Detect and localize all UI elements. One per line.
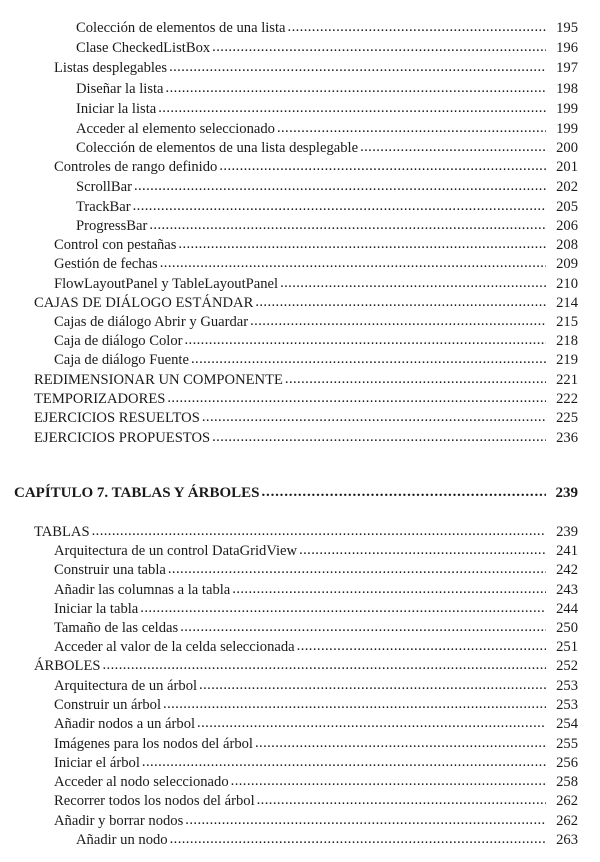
dot-leader xyxy=(257,790,546,810)
toc-entry xyxy=(54,772,578,792)
toc-entry xyxy=(54,599,578,619)
dot-leader xyxy=(158,98,546,118)
toc-entry-title: Colección de elementos de una lista xyxy=(76,20,286,36)
toc-entry xyxy=(54,811,578,831)
toc-entry-page: 200 xyxy=(556,140,578,156)
chapter-heading xyxy=(14,482,578,504)
toc-entry-title: REDIMENSIONAR UN COMPONENTE xyxy=(34,372,283,388)
toc-entry xyxy=(54,274,578,294)
toc-entry xyxy=(54,560,578,580)
dot-leader xyxy=(199,675,546,695)
toc-entry-title: EJERCICIOS RESUELTOS xyxy=(34,410,200,426)
toc-entry-page: 210 xyxy=(556,276,578,292)
dot-leader xyxy=(202,407,546,427)
toc-entry-title: TABLAS xyxy=(34,524,90,540)
toc-entry-page: 205 xyxy=(556,199,578,215)
toc-entry-page: 243 xyxy=(556,582,578,598)
toc-entry xyxy=(76,138,578,158)
toc-entry xyxy=(76,18,578,38)
toc-entry xyxy=(54,695,578,715)
toc-entry-page: 262 xyxy=(556,793,578,809)
toc-entry-page: 256 xyxy=(556,755,578,771)
toc-entry-title: Recorrer todos los nodos del árbol xyxy=(54,793,255,809)
toc-entry xyxy=(76,119,578,139)
toc-entry-page: 239 xyxy=(556,524,578,540)
toc-entry xyxy=(54,753,578,773)
dot-leader xyxy=(168,559,546,579)
toc-entry-page: 198 xyxy=(556,81,578,97)
toc-entry-page: 251 xyxy=(556,639,578,655)
toc-entry-page: 196 xyxy=(556,40,578,56)
toc-entry-page: 199 xyxy=(556,121,578,137)
toc-entry xyxy=(34,428,578,448)
dot-leader xyxy=(167,388,546,408)
toc-entry-title: Arquitectura de un árbol xyxy=(54,678,198,694)
toc-entry-title: Construir una tabla xyxy=(54,562,166,578)
toc-entry-page: 244 xyxy=(556,601,578,617)
toc-entry-title: CAPÍTULO 7. TABLAS Y ÁRBOLES xyxy=(14,485,260,501)
toc-entry-title: Tamaño de las celdas xyxy=(54,620,179,636)
toc-entry xyxy=(54,350,578,370)
toc-entry-page: 195 xyxy=(556,20,578,36)
toc-entry-page: 219 xyxy=(556,352,578,368)
toc-entry-page: 199 xyxy=(556,101,578,117)
toc-entry-page: 225 xyxy=(556,410,578,426)
dot-leader xyxy=(160,253,546,273)
toc-entry-title: Iniciar el árbol xyxy=(54,755,140,771)
toc-entry-title: Gestión de fechas xyxy=(54,256,158,272)
toc-entry-page: 242 xyxy=(556,562,578,578)
toc-entry-page: 201 xyxy=(556,159,578,175)
toc-entry-title: Colección de elementos de una lista desplegable xyxy=(76,140,359,156)
toc-entry-title: Caja de diálogo Color xyxy=(54,333,183,349)
dot-leader xyxy=(280,273,546,293)
toc-entry-page: 253 xyxy=(556,678,578,694)
dot-leader xyxy=(219,156,546,176)
toc-entry xyxy=(76,99,578,119)
toc-entry xyxy=(54,331,578,351)
toc-entry-page: 252 xyxy=(556,658,578,674)
toc-entry-page: 221 xyxy=(556,372,578,388)
dot-leader xyxy=(92,521,546,541)
toc-entry xyxy=(76,216,578,236)
dot-leader xyxy=(232,579,546,599)
toc-entry-title: Acceder al nodo seleccionado xyxy=(54,774,229,790)
toc-entry xyxy=(54,676,578,696)
toc-entry-page: 258 xyxy=(556,774,578,790)
toc-entry-title: Acceder al valor de la celda seleccionada xyxy=(54,639,295,655)
toc-entry-page: 263 xyxy=(556,832,578,848)
toc-entry xyxy=(54,58,578,78)
dot-leader xyxy=(231,771,546,791)
toc-entry xyxy=(34,656,578,676)
toc-entry xyxy=(34,370,578,390)
dot-leader xyxy=(140,598,546,618)
toc-entry-title: Arquitectura de un control DataGridView xyxy=(54,543,298,559)
dot-leader xyxy=(191,349,546,369)
dot-leader xyxy=(297,636,546,656)
toc-entry-title: Controles de rango definido xyxy=(54,159,218,175)
toc-entry-page: 214 xyxy=(556,295,578,311)
toc-entry xyxy=(54,580,578,600)
dot-leader xyxy=(163,694,546,714)
toc-entry-title: Caja de diálogo Fuente xyxy=(54,352,189,368)
toc-entry xyxy=(34,408,578,428)
dot-leader xyxy=(261,481,546,503)
toc-entry-page: 218 xyxy=(556,333,578,349)
toc-entry xyxy=(54,312,578,332)
toc-entry-page: 209 xyxy=(556,256,578,272)
toc-entry xyxy=(54,714,578,734)
dot-leader xyxy=(103,655,547,675)
toc-entry-title: Construir un árbol xyxy=(54,697,162,713)
toc-entry-page: 236 xyxy=(556,430,578,446)
toc-entry-page: 239 xyxy=(555,485,578,501)
toc-entry-title: Añadir y borrar nodos xyxy=(54,813,184,829)
toc-entry-page: 222 xyxy=(556,391,578,407)
toc-entry xyxy=(34,293,578,313)
toc-entry xyxy=(54,734,578,754)
toc-entry-title: CAJAS DE DIÁLOGO ESTÁNDAR xyxy=(34,295,254,311)
toc-entry xyxy=(54,541,578,561)
toc-entry-title: TEMPORIZADORES xyxy=(34,391,166,407)
dot-leader xyxy=(170,829,546,849)
toc-entry-page: 206 xyxy=(556,218,578,234)
toc-entry xyxy=(54,637,578,657)
dot-leader xyxy=(212,37,546,57)
dot-leader xyxy=(133,196,546,216)
dot-leader xyxy=(180,617,546,637)
dot-leader xyxy=(197,713,546,733)
toc-entry-title: TrackBar xyxy=(76,199,131,215)
toc-entry-page: 202 xyxy=(556,179,578,195)
toc-entry-page: 255 xyxy=(556,736,578,752)
toc-entry-page: 241 xyxy=(556,543,578,559)
toc-entry xyxy=(76,197,578,217)
dot-leader xyxy=(166,78,546,98)
toc-entry xyxy=(54,791,578,811)
toc-entry xyxy=(54,235,578,255)
dot-leader xyxy=(169,57,546,77)
toc-entry-title: Listas desplegables xyxy=(54,60,168,76)
dot-leader xyxy=(299,540,546,560)
toc-entry-page: 253 xyxy=(556,697,578,713)
dot-leader xyxy=(178,234,546,254)
toc-entry-title: Cajas de diálogo Abrir y Guardar xyxy=(54,314,249,330)
toc-entry-title: Añadir nodos a un árbol xyxy=(54,716,196,732)
dot-leader xyxy=(185,810,546,830)
toc-entry-title: Añadir las columnas a la tabla xyxy=(54,582,231,598)
toc-entry xyxy=(34,522,578,542)
toc-entry-title: Diseñar la lista xyxy=(76,81,164,97)
toc-entry-title: Clase CheckedListBox xyxy=(76,40,211,56)
dot-leader xyxy=(134,176,546,196)
toc-entry xyxy=(34,389,578,409)
toc-entry-title: EJERCICIOS PROPUESTOS xyxy=(34,430,211,446)
toc-entry-page: 250 xyxy=(556,620,578,636)
dot-leader xyxy=(360,137,546,157)
dot-leader xyxy=(285,369,546,389)
toc-entry xyxy=(54,254,578,274)
toc-entry-title: ProgressBar xyxy=(76,218,148,234)
toc-entry xyxy=(76,177,578,197)
toc-entry-page: 215 xyxy=(556,314,578,330)
dot-leader xyxy=(250,311,546,331)
toc-entry-title: Acceder al elemento seleccionado xyxy=(76,121,275,137)
toc-entry-title: ScrollBar xyxy=(76,179,132,195)
dot-leader xyxy=(277,118,546,138)
toc-entry xyxy=(54,157,578,177)
toc-entry xyxy=(54,618,578,638)
dot-leader xyxy=(255,292,546,312)
dot-leader xyxy=(255,733,546,753)
toc-entry-title: Control con pestañas xyxy=(54,237,177,253)
dot-leader xyxy=(212,427,546,447)
toc-entry-page: 262 xyxy=(556,813,578,829)
toc-entry xyxy=(76,79,578,99)
toc-entry-page: 254 xyxy=(556,716,578,732)
toc-entry-title: Añadir un nodo xyxy=(76,832,168,848)
dot-leader xyxy=(149,215,546,235)
dot-leader xyxy=(142,752,546,772)
toc-entry-title: ÁRBOLES xyxy=(34,658,101,674)
toc-entry xyxy=(76,830,578,850)
toc-entry-title: FlowLayoutPanel y TableLayoutPanel xyxy=(54,276,279,292)
toc-entry xyxy=(76,38,578,58)
dot-leader xyxy=(288,17,546,37)
toc-entry-page: 208 xyxy=(556,237,578,253)
dot-leader xyxy=(184,330,546,350)
toc-entry-title: Iniciar la lista xyxy=(76,101,157,117)
toc-entry-title: Iniciar la tabla xyxy=(54,601,139,617)
toc-entry-title: Imágenes para los nodos del árbol xyxy=(54,736,253,752)
toc-entry-page: 197 xyxy=(556,60,578,76)
